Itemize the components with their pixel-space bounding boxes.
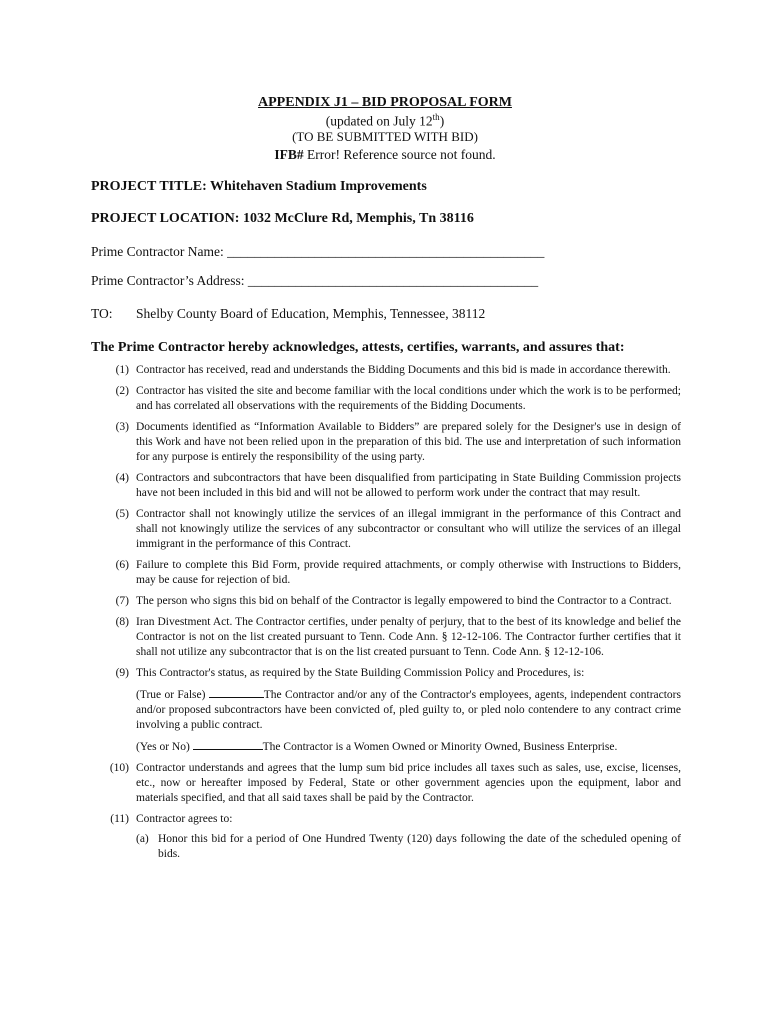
list-item: (1) Contractor has received, read and understands the Bidding Documents and this bid is made in accordance therewith. [115, 364, 671, 376]
project-location: PROJECT LOCATION: 1032 McClure Rd, Memphis, Tn 38116 [91, 211, 474, 226]
yes-no-blank[interactable] [193, 738, 263, 750]
sub-item-a: (a) Honor this bid for a period of One Hundred Twenty (120) days following the date of the scheduled opening of bids. [136, 833, 681, 860]
project-title: PROJECT TITLE: Whitehaven Stadium Improvements [91, 179, 427, 194]
true-false-question: (True or False) The Contractor and/or any of the Contractor's employees, agents, independent contractors and/or proposed subcontractors have been convicted of, pled guilty to, or pled nolo contendere to any contract crime involving a public contract. [136, 686, 681, 733]
list-item: (7) The person who signs this bid on behalf of the Contractor is legally empowered to bind the Contractor to a Contract. [115, 595, 672, 607]
list-item-agreement: (11) Contractor agrees to: (a) Honor this bid for a period of One Hundred Twenty (120) days following the date of the scheduled opening of bids. [110, 813, 681, 860]
true-false-blank[interactable] [209, 686, 264, 698]
list-item: (6) Failure to complete this Bid Form, provide required attachments, or comply otherwise with Instructions to Bidders, may be cause for rejection of bid. [115, 559, 681, 586]
list-item: (8) Iran Divestment Act. The Contractor certifies, under penalty of perjury, that to the best of its knowledge and belief the Contractor is not on the list created pursuant to Tenn. Code Ann. § 12-12-106. The Contractor further certifies that it shall not utilize any subcontractor that is on the list created pursuant to Tenn. Code Ann. § 12-12-106. [115, 616, 681, 658]
submit-note: (TO BE SUBMITTED WITH BID) [292, 129, 478, 144]
yes-no-question: (Yes or No) The Contractor is a Women Owned or Minority Owned, Business Enterprise. [136, 738, 681, 755]
list-item: (5) Contractor shall not knowingly utilize the services of an illegal immigrant in the performance of this Contract and shall not knowingly utilize the services of any subcontractor or consultant who will utilize the services of an illegal immigrant in the performance of this Contract. [115, 508, 681, 550]
to-line: TO: Shelby County Board of Education, Memphis, Tennessee, 38112 [91, 306, 486, 321]
prime-contractor-address-field[interactable]: Prime Contractor’s Address: ___________________________________________ [91, 273, 539, 288]
updated-note: (updated on July 12th) [325, 112, 445, 129]
prime-contractor-name-field[interactable]: Prime Contractor Name: _______________________________________________ [91, 244, 545, 259]
form-title: APPENDIX J1 – BID PROPOSAL FORM [258, 95, 512, 110]
intro-statement: The Prime Contractor hereby acknowledges, attests, certifies, warrants, and assures that: [91, 340, 625, 355]
list-item: (4) Contractors and subcontractors that have been disqualified from participating in State Building Commission projects have not been included in this bid and will not be allowed to perform work under the contract that may result. [115, 472, 681, 499]
list-item: (10) Contractor understands and agrees that the lump sum bid price includes all taxes such as sales, use, excise, licenses, etc., now or hereafter imposed by Federal, State or other government agencies upon the equipment, labor and materials specified, and that all said taxes shall be paid by the Contractor. [109, 762, 681, 804]
list-item: (3) Documents identified as “Information Available to Bidders” are prepared solely for the Designer's use in design of this Work and have not been relied upon in the preparation of this bid. The use and interpretation of such information for any purpose is entirely the responsibility of the using party. [115, 421, 681, 463]
assurance-list [91, 363, 681, 868]
ifb-line: IFB# Error! Reference source not found. [274, 147, 496, 162]
list-item-status: (9) This Contractor's status, as required by the State Building Commission Policy and Procedures, is: (True or False) The Contractor and/or any of the Contractor's employees, agents, independent contractors and/or proposed subcontractors have been convicted of, pled guilty to, or pled nolo contendere to any contract crime involving a public contract. (Yes or No) The Contractor is a Women Owned or Minority Owned, Business Enterprise. [115, 667, 681, 753]
list-item: (2) Contractor has visited the site and become familiar with the local conditions under which the work is to be performed; and has correlated all observations with the requirements of the Bidding Documents. [115, 385, 681, 412]
